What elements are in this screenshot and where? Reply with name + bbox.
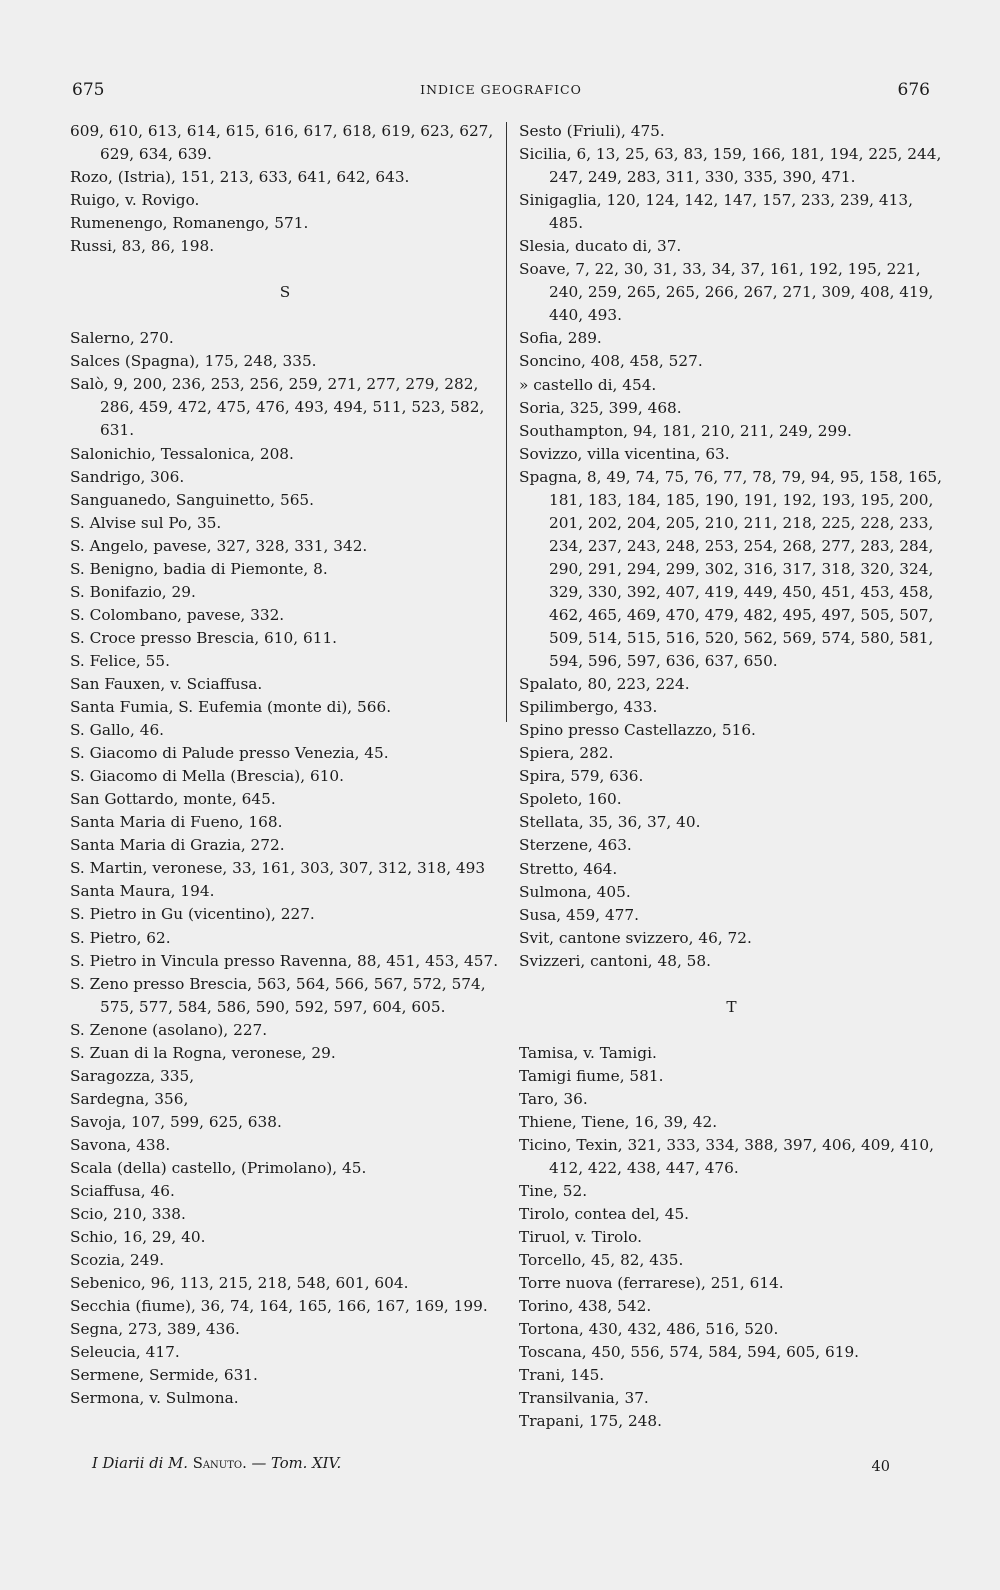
index-entry: S. Giacomo di Palude presso Venezia, 45.	[70, 744, 389, 763]
index-entry: Salò, 9, 200, 236, 253, 256, 259, 271, 277, 279, 282, 286, 459, 472, 475, 476, 493, 494, 511, 523, 582, 631.	[70, 375, 485, 440]
section-letter: S	[279, 283, 291, 302]
index-entry: Sinigaglia, 120, 124, 142, 147, 157, 233, 239, 413, 485.	[519, 191, 913, 233]
index-entry: Santa Maria di Fueno, 168.	[70, 813, 283, 832]
index-entry: Sofia, 289.	[519, 329, 602, 348]
index-entry: » castello di, 454.	[519, 375, 657, 394]
index-entry: Soave, 7, 22, 30, 31, 33, 34, 37, 161, 192, 195, 221, 240, 259, 265, 265, 266, 267, 271, 309, 408, 419, 440, 493.	[519, 260, 934, 325]
index-entry: Tamigi fiume, 581.	[519, 1066, 664, 1085]
signature-number: 40	[871, 1459, 890, 1475]
index-entry: Tiruol, v. Tirolo.	[519, 1228, 642, 1247]
index-entry: S. Felice, 55.	[70, 651, 170, 670]
index-entry: Tirolo, contea del, 45.	[519, 1205, 690, 1224]
index-entry: S. Croce presso Brescia, 610, 611.	[70, 628, 338, 647]
index-entry: Toscana, 450, 556, 574, 584, 594, 605, 619.	[519, 1343, 860, 1362]
index-entry: Santa Maura, 194.	[70, 882, 215, 901]
index-entry: Tortona, 430, 432, 486, 516, 520.	[519, 1320, 779, 1339]
index-entry: Scala (della) castello, (Primolano), 45.	[70, 1158, 367, 1177]
index-entry: Soria, 325, 399, 468.	[519, 398, 682, 417]
index-entry: Salces (Spagna), 175, 248, 335.	[70, 352, 317, 371]
index-entry: Spagna, 8, 49, 74, 75, 76, 77, 78, 79, 94, 95, 158, 165, 181, 183, 184, 185, 190, 191, 192, 193, 195, 200, 201, 202, 204, 205, 210, 211, 218, 225, 228, 233, 234, 237, 243, 248, 253, 254, 268, 277, 283, 284, 290, 291, 294, 299, 302, 316, 317, 318, 320, 324, 329, 330, 392, 407, 419, 449, 450, 451, 453, 458, 462, 465, 469, 470, 479, 482, 495, 497, 505, 507, 509, 514, 515, 516, 520, 562, 569, 574, 580, 581, 594, 596, 597, 636, 637, 650.	[519, 467, 943, 671]
index-entry: Sermene, Sermide, 631.	[70, 1366, 258, 1385]
index-entry: Savoja, 107, 599, 625, 638.	[70, 1112, 282, 1131]
left-page-number: 675	[72, 80, 105, 100]
index-entry: Torino, 438, 542.	[519, 1297, 652, 1316]
index-entry: Tamisa, v. Tamigi.	[519, 1043, 657, 1062]
index-entry: S. Zuan di la Rogna, veronese, 29.	[70, 1043, 336, 1062]
index-entry: Spalato, 80, 223, 224.	[519, 675, 690, 694]
footer-author: Sanuto.	[192, 1455, 247, 1472]
index-entry: Torre nuova (ferrarese), 251, 614.	[519, 1274, 784, 1293]
footer-suffix: — Tom. XIV.	[246, 1455, 342, 1472]
index-entry: Taro, 36.	[519, 1089, 588, 1108]
index-entry: Ticino, Texin, 321, 333, 334, 388, 397, 406, 409, 410, 412, 422, 438, 447, 476.	[519, 1135, 935, 1177]
index-entry: Spilimbergo, 433.	[519, 698, 658, 717]
index-entry: S. Pietro in Gu (vicentino), 227.	[70, 905, 315, 924]
index-entry: Schio, 16, 29, 40.	[70, 1228, 206, 1247]
index-entry: Svit, cantone svizzero, 46, 72.	[519, 928, 752, 947]
index-entry: Soncino, 408, 458, 527.	[519, 352, 703, 371]
index-entry: Svizzeri, cantoni, 48, 58.	[519, 951, 711, 970]
index-entry: Segna, 273, 389, 436.	[70, 1320, 240, 1339]
index-entry: Sandrigo, 306.	[70, 467, 185, 486]
index-entry: San Fauxen, v. Sciaffusa.	[70, 674, 263, 693]
footer-imprint	[92, 1455, 341, 1472]
index-entry: Ruigo, v. Rovigo.	[70, 191, 200, 210]
index-entry: S. Martin, veronese, 33, 161, 303, 307, 312, 318, 493	[70, 859, 486, 878]
index-entry: 609, 610, 613, 614, 615, 616, 617, 618, 619, 623, 627, 629, 634, 639.	[70, 122, 494, 164]
left-index-column	[70, 120, 500, 1410]
footer-prefix: I Diarii di M.	[92, 1455, 193, 1472]
index-entry: Sermona, v. Sulmona.	[70, 1389, 239, 1408]
index-entry: Salonichio, Tessalonica, 208.	[70, 444, 294, 463]
index-entry: Sicilia, 6, 13, 25, 63, 83, 159, 166, 181, 194, 225, 244, 247, 249, 283, 311, 330, 335, 390, 471.	[519, 145, 942, 187]
index-entry: Sebenico, 96, 113, 215, 218, 548, 601, 604.	[70, 1274, 409, 1293]
index-entry: Spira, 579, 636.	[519, 767, 644, 786]
index-entry: S. Angelo, pavese, 327, 328, 331, 342.	[70, 536, 368, 555]
index-entry: S. Giacomo di Mella (Brescia), 610.	[70, 767, 345, 786]
index-entry: S. Bonifazio, 29.	[70, 582, 196, 601]
index-entry: Stretto, 464.	[519, 859, 618, 878]
index-entry: Seleucia, 417.	[70, 1343, 180, 1362]
index-entry: Trapani, 175, 248.	[519, 1412, 662, 1431]
index-entry: Sardegna, 356,	[70, 1089, 189, 1108]
index-entry: Rozo, (Istria), 151, 213, 633, 641, 642, 643.	[70, 168, 410, 187]
right-page-number: 676	[897, 80, 930, 100]
index-entry: Sulmona, 405.	[519, 882, 631, 901]
index-entry: S. Zeno presso Brescia, 563, 564, 566, 567, 572, 574, 575, 577, 584, 586, 590, 592, 597, 604, 605.	[70, 974, 486, 1016]
index-entry: Rumenengo, Romanengo, 571.	[70, 214, 309, 233]
index-entry: Sanguanedo, Sanguinetto, 565.	[70, 490, 315, 509]
index-entry: Sesto (Friuli), 475.	[519, 122, 665, 140]
index-entry: Spiera, 282.	[519, 744, 614, 763]
index-entry: Transilvania, 37.	[519, 1389, 649, 1408]
index-entry: Trani, 145.	[519, 1366, 605, 1385]
running-title: INDICE GEOGRAFICO	[420, 82, 582, 97]
index-entry: S. Benigno, badia di Piemonte, 8.	[70, 559, 328, 578]
index-entry: Santa Maria di Grazia, 272.	[70, 836, 285, 855]
index-entry: Saragozza, 335,	[70, 1066, 195, 1085]
index-entry: Sovizzo, villa vicentina, 63.	[519, 444, 730, 463]
section-letter: T	[726, 997, 737, 1016]
index-entry: Tine, 52.	[519, 1182, 588, 1201]
index-entry: S. Alvise sul Po, 35.	[70, 513, 222, 532]
index-entry: Slesia, ducato di, 37.	[519, 237, 682, 256]
index-entry: S. Colombano, pavese, 332.	[70, 605, 285, 624]
index-entry: S. Zenone (asolano), 227.	[70, 1020, 268, 1039]
index-entry: Scozia, 249.	[70, 1251, 165, 1270]
index-entry: Spoleto, 160.	[519, 790, 622, 809]
column-divider	[506, 122, 507, 722]
index-entry: Torcello, 45, 82, 435.	[519, 1251, 684, 1270]
index-entry: Scio, 210, 338.	[70, 1205, 186, 1224]
index-entry: Susa, 459, 477.	[519, 905, 640, 924]
index-entry: Secchia (fiume), 36, 74, 164, 165, 166, 167, 169, 199.	[70, 1297, 488, 1316]
page-header	[72, 80, 930, 104]
index-entry: Russi, 83, 86, 198.	[70, 237, 215, 256]
index-entry: Thiene, Tiene, 16, 39, 42.	[519, 1112, 718, 1131]
index-entry: S. Pietro in Vincula presso Ravenna, 88, 451, 453, 457.	[70, 951, 499, 970]
index-entry: Salerno, 270.	[70, 329, 174, 348]
index-entry: Stellata, 35, 36, 37, 40.	[519, 813, 701, 832]
index-entry: S. Gallo, 46.	[70, 721, 165, 740]
right-index-column	[519, 120, 944, 1434]
index-entry: Savona, 438.	[70, 1135, 171, 1154]
index-entry: San Gottardo, monte, 645.	[70, 790, 276, 809]
index-entry: Spino presso Castellazzo, 516.	[519, 721, 756, 740]
index-entry: S. Pietro, 62.	[70, 928, 171, 947]
index-entry: Santa Fumia, S. Eufemia (monte di), 566.	[70, 698, 392, 717]
index-entry: Southampton, 94, 181, 210, 211, 249, 299.	[519, 421, 852, 440]
index-entry: Sciaffusa, 46.	[70, 1182, 175, 1201]
index-entry: Sterzene, 463.	[519, 836, 632, 855]
